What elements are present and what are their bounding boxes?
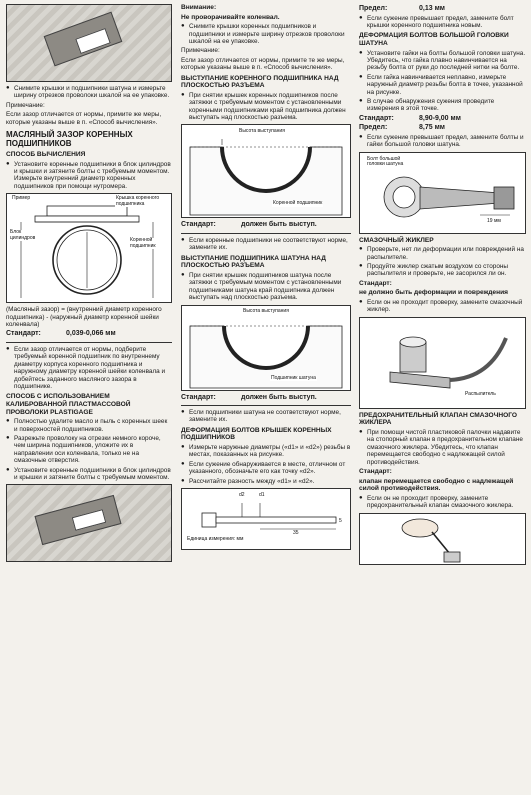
- bolt-diagram: [181, 488, 351, 550]
- heading-main-bearing-clearance: МАСЛЯНЫЙ ЗАЗОР КОРЕННЫХ ПОДШИПНИКОВ: [6, 130, 133, 149]
- bullet-push-valve: ● При помощи чистой пластиковой палочки надавите на стопорный клапан в предохранительном клапане смазочного жиклера. Убедитесь, что клапан перемещается свободно с надлежащей силой противодействия.: [359, 428, 523, 466]
- standard-line: Стандарт: 0,039-0,066 мм: [6, 330, 116, 338]
- label-height-1: Высота выступания: [239, 128, 285, 135]
- warning-title: Внимание:: [181, 4, 217, 11]
- label-5: 5: [339, 518, 342, 525]
- note-text: Если зазор отличается от нормы, примите же меры, которые указаны выше в п. «Способ вычисления».: [6, 111, 162, 126]
- main-protrusion-svg: [182, 125, 350, 217]
- oil-jet-svg: [360, 318, 526, 408]
- divider: [181, 405, 351, 406]
- label-example: Пример: [12, 195, 31, 202]
- bullet-measure-d: ● Измерьте наружные диаметры («d1» и «d2») резьбы в местах, показанных на рисунке.: [181, 444, 351, 459]
- note-title: Примечание:: [6, 101, 45, 109]
- label-bearing: Коренной подшипник: [129, 238, 169, 249]
- bullet-remove-caps: ● Снимите крышки и подшипники шатуна и измерьте ширину отрезков проволоки шкалой на ее упаковке.: [6, 85, 170, 100]
- note-title-2: Примечание:: [181, 47, 220, 55]
- bullet-measure-point: ● В случае обнаружения сужения проведите измерения в этой точке.: [359, 97, 495, 113]
- bullet-replace-main: ● Если коренные подшипники не соответствуют норме, замените их.: [181, 236, 348, 252]
- warning-text: Не проворачивайте коленвал.: [181, 13, 280, 21]
- main-bearing-diagram: [6, 193, 172, 303]
- label-sprayer: Распылитель: [465, 390, 496, 397]
- bullet-clean: ● Полностью удалите масло и пыль с коренных шеек и поверхностей подшипников.: [6, 418, 168, 433]
- bullet-replace-valve: ● Если он не проходит проверку, замените предохранительный клапан смазочного жиклера.: [359, 494, 514, 510]
- standard-line-1: Стандарт: должен быть выступ.: [181, 221, 317, 229]
- bullet-install-caps: ● Установите коренные подшипники в блок цилиндров и крышки и затяните болты с требуемым моментом.: [6, 466, 171, 482]
- bullet-replace-rod: ● Если подшипники шатуна не соответствуют норме, замените их.: [181, 409, 341, 424]
- plastigage-photo-bottom: [6, 484, 172, 562]
- bullet-cut-wire: ● Разрежьте проволоку на отрезки немного короче, чем ширина подшипников, уложите их в направлении оси коленвала, только не на смазочные отверстия.: [6, 435, 161, 465]
- rod-bolt-diagram: [359, 152, 526, 234]
- bullet-rod-protrusion: ● При снятии крышек подшипников шатуна после затяжки с требуемым моментом с установленными подшипниками шатуна край подшипника должен выступать над плоскостью разъема.: [181, 271, 342, 302]
- bullet-diff: ● Рассчитайте разность между «d1» и «d2».: [181, 477, 315, 485]
- bullet-measure-thread: ● Если гайка навинчивается неплавно, измерьте наружный диаметр резьбы болта в точке, указанной на рисунке.: [359, 73, 523, 96]
- note-text-2: Если зазор отличается от нормы, примите те же меры, которые указаны выше в п. «Способ вычисления».: [181, 56, 345, 72]
- formula-text: (Масляный зазор) = (внутренний диаметр коренного подшипника) - (наружный диаметр коренной шейки коленвала): [6, 306, 162, 329]
- standard-line-2: Стандарт: должен быть выступ.: [181, 393, 317, 401]
- bullet-install-bearings: ● Установите коренные подшипники в блок цилиндров и крышки и затяните болты с требуемым моментом. Измерьте внутренний диаметр коренных подшипников при помощи нутромера.: [6, 160, 171, 190]
- rod-protrusion-diagram: [181, 305, 351, 391]
- limit-line-1: Предел: 0,13 мм: [359, 5, 445, 12]
- std-text-valve: клапан перемещается свободно с надлежащей силой противодействия.: [359, 477, 514, 493]
- std-label-valve: Стандарт:: [359, 468, 392, 475]
- heading-bolt-deform: ДЕФОРМАЦИЯ БОЛТОВ КРЫШЕК КОРЕННЫХ ПОДШИПНИКОВ: [181, 426, 332, 442]
- divider: [181, 233, 351, 234]
- divider: [6, 342, 172, 343]
- limit-line-2: Предел: 8,75 мм: [359, 124, 445, 132]
- bullet-replace-main-bolt: ● Если сужение превышает предел, замените болт крышки коренного подшипника новым.: [359, 14, 514, 29]
- label-rod-bolt: Болт большой головки шатуна: [366, 157, 418, 168]
- column-left: [6, 4, 172, 562]
- bullet-main-protrusion: ● При снятии крышек коренных подшипников после затяжки с требуемым моментом с установленными коренными подшипниками край подшипника должен выступать над плоскостью разъема.: [181, 91, 346, 122]
- label-cap: Крышка коренного подшипника: [115, 196, 169, 207]
- bullet-replace-rod-bolts: ● Если сужение превышает предел, замените болты и гайки большой головки шатуна.: [359, 133, 524, 149]
- label-block: Блок цилиндров: [9, 230, 41, 241]
- heading-relief-valve: ПРЕДОХРАНИТЕЛЬНЫЙ КЛАПАН СМАЗОЧНОГО ЖИКЛЕРА: [359, 411, 517, 427]
- bullet-mark-d2: ● Если сужение обнаруживается в месте, отличном от указанного, обозначьте его как точку «d2».: [181, 460, 346, 476]
- label-d1: d1: [259, 492, 265, 499]
- standard-line-3: Стандарт: 8,90-9,00 мм: [359, 114, 461, 122]
- bullet-remove-main-caps: ● Снимите крышки коренных подшипников и подшипники и измерьте ширину отрезков проволоки шкалой на ее упаковке.: [181, 23, 345, 45]
- label-35: 35: [293, 530, 299, 537]
- bullet-blow-jet: ● Продуйте жиклер сжатым воздухом со стороны распылителя и проверьте, не засорился ли он.: [359, 262, 509, 278]
- std-text-jet: не должно быть деформации и повреждения: [359, 289, 508, 297]
- bullet-select-bearing: ● Если зазор отличается от нормы, подберите требуемый коренной подшипник по внутреннему диаметру корпуса коренного подшипника и наружному диаметру коренной шейки коленвала и добейтесь заданного масляного зазора в подшипнике.: [6, 345, 166, 390]
- valve-test-illustration: [359, 513, 526, 565]
- heading-plastigage: СПОСОБ С ИСПОЛЬЗОВАНИЕМ КАЛИБРОВАННОЙ ПЛАСТМАССОВОЙ ПРОВОЛОКИ PLASTIGAGE: [6, 393, 131, 416]
- bullet-check-jet: ● Проверьте, нет ли деформации или повреждений на распылителе.: [359, 246, 524, 261]
- oil-jet-diagram: [359, 317, 526, 409]
- heading-calc-method: СПОСОБ ВЫЧИСЛЕНИЯ: [6, 151, 86, 159]
- label-unit: Единица измерения: мм: [187, 536, 244, 543]
- main-protrusion-diagram: [181, 124, 351, 218]
- column-middle: [181, 4, 351, 550]
- label-19mm: 19 мм: [487, 217, 501, 224]
- column-right: [359, 4, 526, 565]
- label-height-2: Высота выступания: [243, 307, 289, 314]
- std-label-jet: Стандарт:: [359, 279, 392, 287]
- valve-test-svg: [360, 514, 526, 564]
- label-main-bearing: Коренной подшипник: [273, 200, 323, 207]
- heading-rod-bolts: ДЕФОРМАЦИЯ БОЛТОВ БОЛЬШОЙ ГОЛОВКИ ШАТУНА: [359, 32, 509, 47]
- label-d2: d2: [239, 492, 245, 499]
- bullet-replace-jet: ● Если он не проходит проверку, замените смазочный жиклер.: [359, 298, 523, 314]
- rod-protrusion-svg: [182, 306, 350, 390]
- heading-rod-protrusion: ВЫСТУПАНИЕ ПОДШИПНИКА ШАТУНА НАД ПЛОСКОСТЬЮ РАЗЪЕМА: [181, 254, 326, 270]
- heading-oil-jet: СМАЗОЧНЫЙ ЖИКЛЕР: [359, 236, 434, 244]
- label-rod-bearing: Подшипник шатуна: [271, 374, 316, 381]
- bullet-install-nuts: ● Установите гайки на болты большой головки шатуна. Убедитесь, что гайка плавно навинчивается на резьбу болта от руки до последней нитки на болте.: [359, 49, 526, 72]
- plastigage-photo-top: [6, 4, 172, 82]
- heading-main-protrusion: ВЫСТУПАНИЕ КОРЕННОГО ПОДШИПНИКА НАД ПЛОСКОСТЬЮ РАЗЪЕМА: [181, 74, 339, 90]
